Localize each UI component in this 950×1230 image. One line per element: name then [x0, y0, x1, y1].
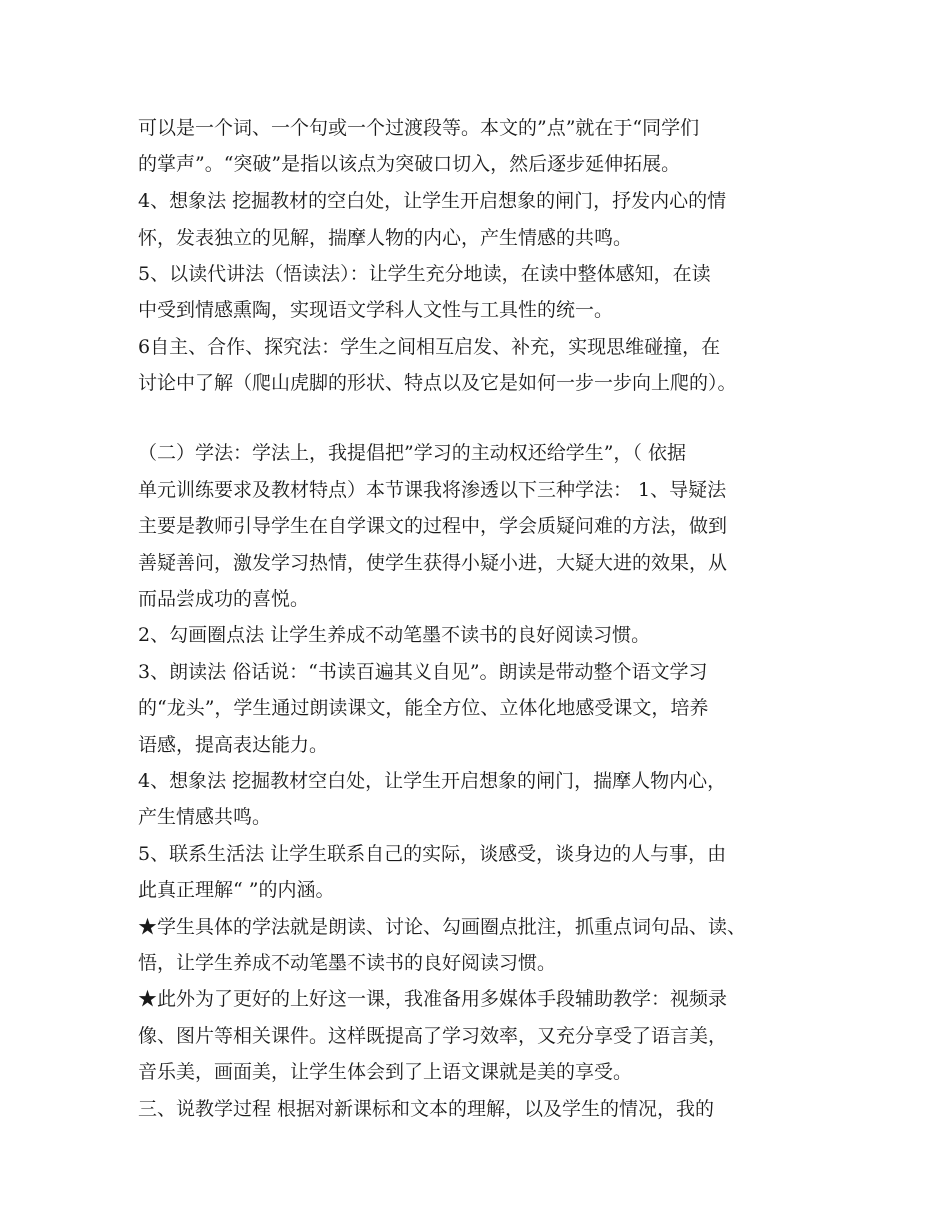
text-line: 5、以读代讲法（悟读法）：让学生充分地读，在读中整体感知，在读 [138, 263, 711, 285]
text-line: 怀，发表独立的见解，揣摩人物的内心，产生情感的共鸣。 [138, 227, 633, 249]
text-line: 中受到情感熏陶，实现语文学科人文性与工具性的统一。 [138, 299, 614, 321]
text-line: 单元训练要求及教材特点）本节课我将渗透以下三种学法： 1、导疑法 [138, 479, 727, 501]
text-line: 讨论中了解（爬山虎脚的形状、特点以及它是如何一步一步向上爬的）。 [138, 372, 737, 394]
text-line: 三、说教学过程 根据对新课标和文本的理解，以及学生的情况，我的 [138, 1098, 715, 1120]
text-line: 4、想象法 挖掘教材的空白处，让学生开启想象的闸门，抒发内心的情 [138, 190, 727, 212]
text-line: 的掌声”。“突破”是指以该点为突破口切入，然后逐步延伸拓展。 [138, 153, 681, 175]
text-line: 音乐美，画面美，让学生体会到了上语文课就是美的享受。 [138, 1061, 633, 1083]
text-line: 2、勾画圈点法 让学生养成不动笔墨不读书的良好阅读习惯。 [138, 624, 651, 646]
text-line: 悟，让学生养成不动笔墨不读书的良好阅读习惯。 [138, 952, 557, 974]
text-line: ★学生具体的学法就是朗读、讨论、勾画圈点批注，抓重点词句品、读、 [138, 916, 747, 938]
text-line: 3、朗读法 俗话说：“书读百遍其义自见”。朗读是带动整个语文学习 [138, 661, 708, 683]
text-line: 像、图片等相关课件。这样既提高了学习效率，又充分享受了语言美， [138, 1025, 728, 1047]
text-line: 此真正理解“ ”的内涵。 [138, 879, 335, 901]
text-line: 主要是教师引导学生在自学课文的过程中，学会质疑问难的方法，做到 [138, 515, 728, 537]
text-line: 6自主、合作、探究法：学生之间相互启发、补充，实现思维碰撞，在 [138, 336, 721, 358]
text-line: 语感，提高表达能力。 [138, 734, 329, 756]
text-line: 5、联系生活法 让学生联系自己的实际，谈感受，谈身边的人与事，由 [138, 843, 727, 865]
text-line: 可以是一个词、一个句或一个过渡段等。本文的”点”就在于“同学们 [138, 117, 700, 139]
text-line: ★此外为了更好的上好这一课，我准备用多媒体手段辅助教学：视频录 [138, 988, 728, 1010]
text-line: 的“龙头”，学生通过朗读课文，能全方位、立体化地感受课文，培养 [138, 697, 709, 719]
text-line: （二）学法：学法上，我提倡把”学习的主动权还给学生”，（ 依据 [138, 442, 686, 464]
text-line: 而品尝成功的喜悦。 [138, 588, 310, 610]
text-line: 产生情感共鸣。 [138, 806, 272, 828]
text-line: 善疑善问，激发学习热情，使学生获得小疑小进，大疑大进的效果，从 [138, 552, 728, 574]
text-line: 4、想象法 挖掘教材空白处，让学生开启想象的闸门，揣摩人物内心， [138, 770, 727, 792]
